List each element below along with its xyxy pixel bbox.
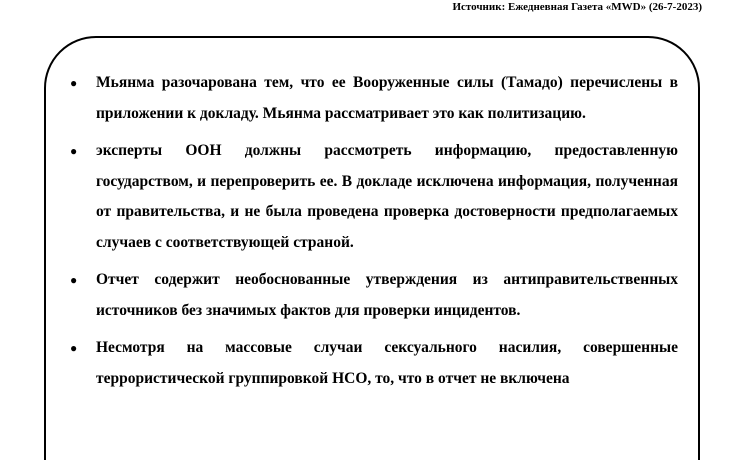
bullet-text: Мьянма разочарована тем, что ее Вооруженные силы (Тамадо) перечислены в приложении к докладу. Мьянма рассматривает это как политизацию. [96,74,678,122]
bullet-item-1 [66,68,678,129]
bullet-item-4 [66,333,678,394]
bullet-text: Отчет содержит необоснованные утверждения из антиправительственных источников без значимых фактов для проверки инцидентов. [96,271,678,319]
bullet-item-3 [66,265,678,326]
bullet-dot-icon: ● [70,76,78,90]
bullet-dot-icon: ● [70,144,78,158]
bullet-list [66,68,678,401]
bullet-text: эксперты ООН должны рассмотреть информацию, предоставленную государством, и перепроверить ее. В докладе исключена информация, полученная от правительства, и не была проведена проверка достоверности предполагаемых случаев с соответствующей страной. [96,142,678,251]
bullet-dot-icon: ● [70,273,78,287]
bullet-item-2 [66,136,678,258]
bullet-dot-icon: ● [70,341,78,355]
source-caption: Источник: Ежедневная Газета «MWD» (26-7-2023) [452,1,702,13]
bullet-text: Несмотря на массовые случаи сексуального насилия, совершенные террористической группировкой НСО, то, что в отчет не включена [96,339,678,387]
